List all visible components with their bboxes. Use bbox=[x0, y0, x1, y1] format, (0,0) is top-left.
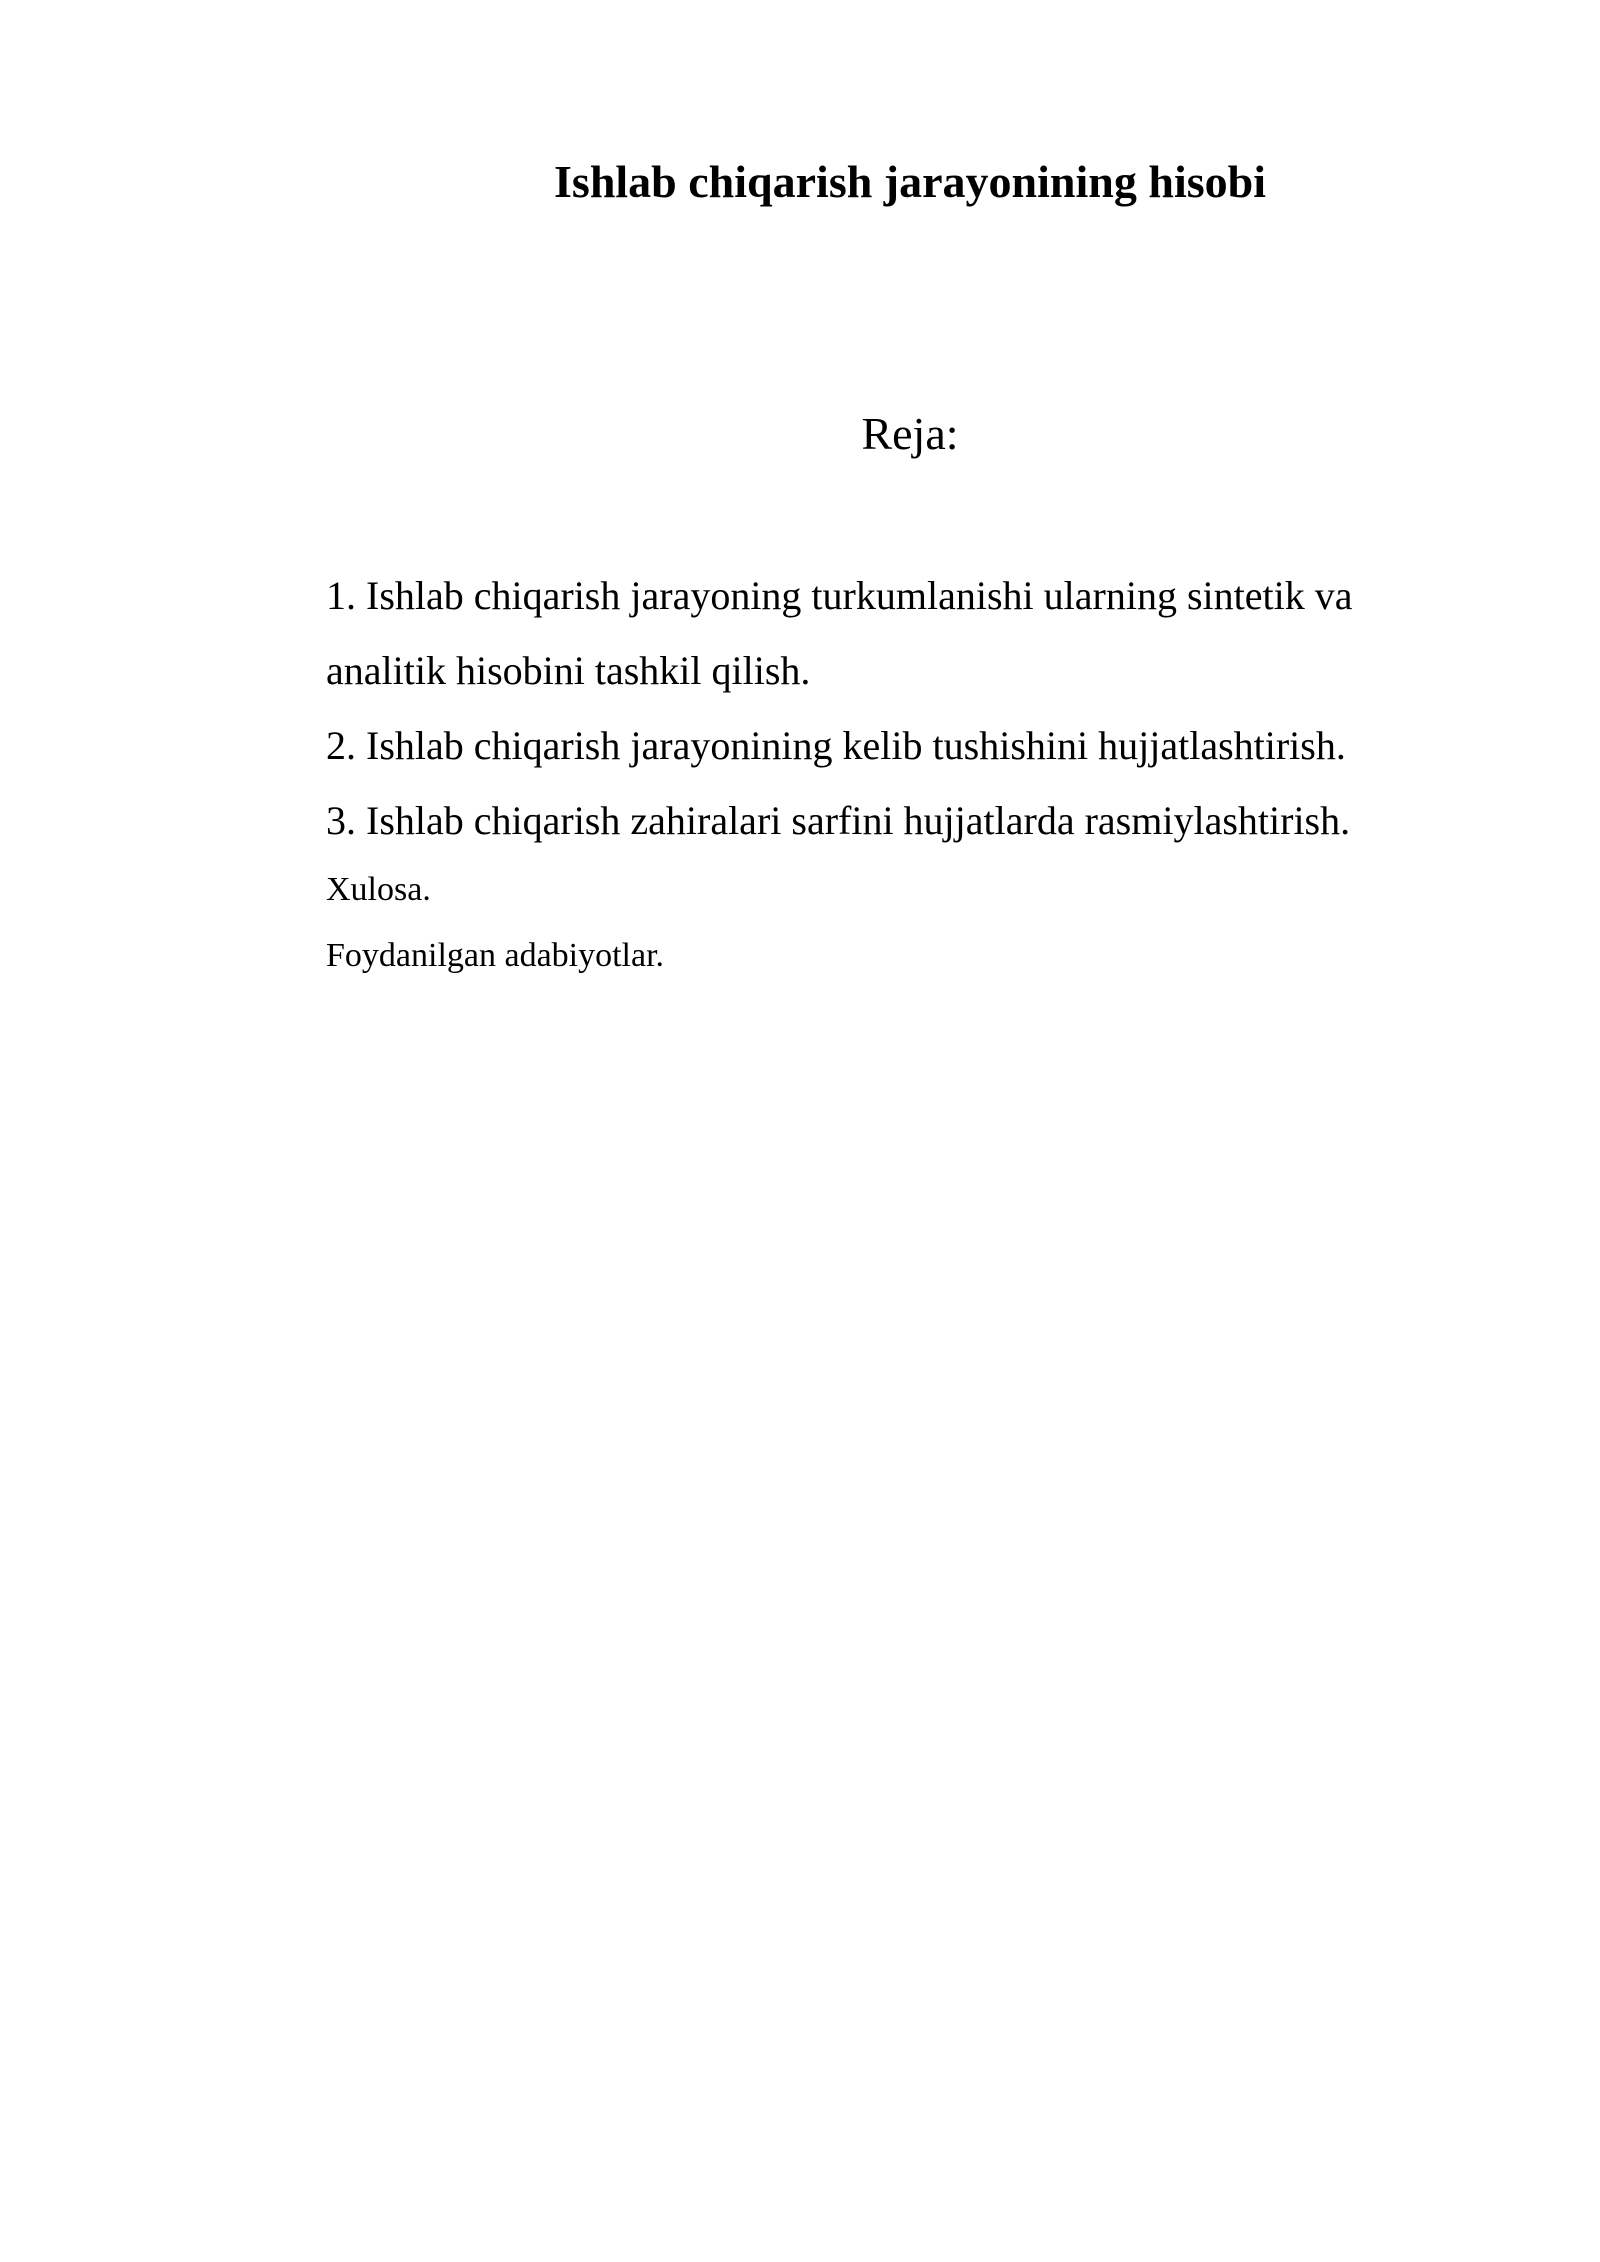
plan-heading: Reja: bbox=[861, 408, 959, 459]
plan-item-2: 2. Ishlab chiqarish jarayonining kelib tushishini hujjatlashtirish. bbox=[326, 723, 1346, 768]
plan-item-3: 3. Ishlab chiqarish zahiralari sarfini hujjatlarda rasmiylashtirish. bbox=[326, 798, 1351, 843]
references-item: Foydanilgan adabiyotlar. bbox=[326, 937, 665, 974]
plan-item-1: 1. Ishlab chiqarish jarayoning turkumlanishi ularning sintetik va analitik hisobini tashkil qilish. bbox=[326, 573, 1353, 693]
plan-list bbox=[326, 558, 1476, 858]
document-title: Ishlab chiqarish jarayonining hisobi bbox=[554, 156, 1266, 207]
conclusion-item: Xulosa. bbox=[326, 871, 431, 908]
